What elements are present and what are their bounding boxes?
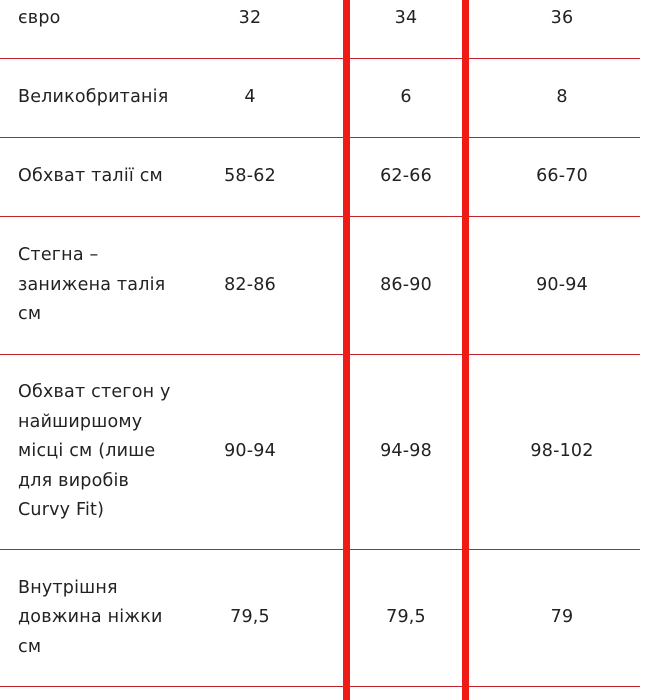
- table-row-uk: [0, 59, 640, 138]
- size-value: 79: [550, 607, 574, 628]
- table-row-inseam: [0, 550, 640, 687]
- size-value: 98-102: [530, 441, 594, 462]
- table-row-widest-hips: [0, 355, 640, 550]
- size-value: 34: [394, 8, 418, 29]
- size-value: 62-66: [380, 166, 432, 187]
- size-value: 82-86: [224, 274, 276, 295]
- size-value: 58-62: [224, 166, 276, 187]
- row-label: Стегна – занижена талія см: [18, 245, 166, 325]
- row-label: Внутрішня довжина ніжки см: [18, 577, 163, 657]
- table-row-waist: [0, 138, 640, 217]
- size-value: 66-70: [536, 166, 588, 187]
- row-label: євро: [18, 8, 61, 29]
- size-value: 36: [550, 8, 574, 29]
- table-row-low-waist-hips: [0, 217, 640, 355]
- row-label: Обхват стегон у найширшому місці см (лише для виробів Curvy Fit): [18, 382, 171, 521]
- size-value: 4: [244, 87, 256, 108]
- size-value: 6: [400, 87, 412, 108]
- size-value: 32: [238, 8, 262, 29]
- row-label: Великобританія: [18, 87, 169, 108]
- highlight-line-left: [343, 0, 350, 700]
- size-value: 8: [556, 87, 568, 108]
- row-label: Обхват талії см: [18, 166, 163, 187]
- size-value: 90-94: [536, 274, 588, 295]
- table-row-eu: [0, 0, 640, 59]
- size-value: 90-94: [224, 441, 276, 462]
- size-value: 86-90: [380, 274, 432, 295]
- size-value: 79,5: [230, 607, 270, 628]
- size-value: 94-98: [380, 441, 432, 462]
- size-value: 79,5: [386, 607, 426, 628]
- highlight-line-right: [462, 0, 469, 700]
